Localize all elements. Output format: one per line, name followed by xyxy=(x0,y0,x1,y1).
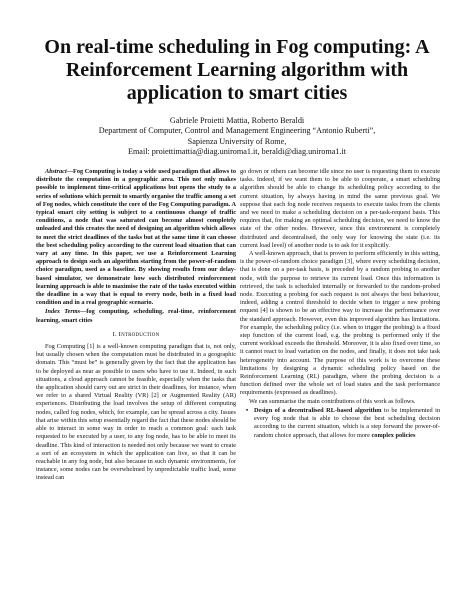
intro-paragraph-continued: go down or others can become idle since no user is requesting them to execute tasks. Indeed, if we want them to be able to cooperate, a smart scheduling algorithm should be able to change its scheduling policy according to the current situation, by always having in mind the same previous goal. We suppose that each fog node receives requests to execute tasks from the clients and we need to make a scheduling decision on a per-task-request basis. This requires that, for making an optimal scheduling decision, we need to know the state of the other nodes. However, since this environment is completely distributed and decentralised, the only way for knowing the state (i.e. its current load level) of another node is to ask for it explicitly. xyxy=(240,168,440,249)
paper-title: On real-time scheduling in Fog computing: A Reinforcement Learning algorithm with application to smart cities xyxy=(44,36,430,104)
affiliation-university: Sapienza University of Rome, xyxy=(187,136,287,146)
contribution-item xyxy=(254,407,440,440)
intro-paragraph-2: A well-known approach, that is proven to perform efficiently in this setting, is the power-of-random choice paradigm [3], where every scheduling decision, that is done on a per-task basis, is preceded by a random probing to another node, with the purpose to retrieve its current load. Once this information is retrieved, the task is scheduled internally or forwarded to the random-probed node. Executing a probing for each request is not always the best behaviour, indeed, adding a control threshold to decide when to trigger a new probing request [4] is shown to be an effective way to increase the performance over the standard approach. However, even this improved algorithm has limitations. For example, the scheduling policy (i.e. when to trigger the probing) is a fixed step function of the current load, e.g. the probing is performed only if the current workload exceeds the threshold. Moreover, it is also fixed over time, so it cannot react to load variation on the nodes, and finally, it does not take task heterogeneity into account. The purpose of this work is to overcome these limitations by designing a dynamic scheduling policy based on the Reinforcement Learning (RL) paradigm, where the probing decision is a function defined over the whole set of load states and the task performance requirements (expressed as deadlines). xyxy=(240,250,440,397)
section-heading-introduction: I. Introduction xyxy=(112,330,160,338)
abstract xyxy=(36,168,236,307)
left-column xyxy=(36,168,236,608)
author-emails: Email: proiettimattia@diag.uniroma1.it, beraldi@diag.uniroma1.it xyxy=(127,147,347,157)
index-terms xyxy=(36,308,236,324)
contributions-list xyxy=(240,407,440,440)
abstract-text: —Fog Computing is today a wide used paradigm that allows to distribute the computation in a geographic area. This not only makes possible to implement time-critical applications but opens the study to a series of solutions which permit to smartly organise the traffic among a set of Fog nodes, which constitute the core of the Fog Computing paradigm. A typical smart city setting is subject to a continuous change of traffic conditions, a node that was saturated can become almost completely unloaded and this creates the need of designing an algorithm which allows to meet the strict deadlines of the tasks but at the same time it can choose the best scheduling policy according to the current load situation that can vary at any time. In this paper, we use a Reinforcement Learning approach to design such an algorithm starting from the power-of-random choice paradigm, used as a baseline. By showing results from our delay-based simulator, we demonstrate how such distributed reinforcement learning approach is able to maximise the rate of the tasks executed within the deadline in a way that is equal to every node, both in a fixed load condition and in a real geographic scenario. xyxy=(36,168,236,307)
intro-paragraph-1: Fog Computing [1] is a well-known computing paradigm that is, not only, but usually chosen when the computation must be distributed in a geographic domain. This “must be” is generally given by the fact that the application has to be deployed as near as possible to users who have to use it. Indeed, in such situations, a cloud approach cannot be feasible, especially when the tasks that the application should carry out are strict in their deadlines, for instance, when we refer to a shared Virtual Reality (VR) [2] or Augmented Reality (AR) experiences. Distributing the load involves the setup of different computing nodes, called fog nodes, which, for example, can be spread across a city. Issues that arise within this setup essentially regard the fact that these nodes should be able to interact in some way in order to reach a common goal: each task requested to be executed by a user, to any fog node, has to be able to meet its deadline. This kind of interaction is needed not only because we want to create a sort of an ecosystem in which the application can live, so that it can be reachable in any fog node, but also because in such dynamic environments, for instance, some nodes can be overwhelmed by unpredictable traffic load, some instead can xyxy=(36,343,236,482)
affiliation-department: Department of Computer, Control and Management Engineering “Antonio Ruberti”, xyxy=(98,126,376,136)
contribution-bold-lead: Design of a decentralised RL-based algorithm xyxy=(254,406,382,414)
contribution-bold-end: complex policies xyxy=(371,431,416,439)
contribution-text: to be implemented in every fog node that is able to choose the best scheduling decision according to the current situation, which is a step forward the power-of-random choice approach, that allows for more xyxy=(254,406,440,439)
right-column xyxy=(240,168,440,608)
intro-paragraph-3: We can summarise the main contributions of this work as follows. xyxy=(249,397,416,405)
author-names: Gabriele Proietti Mattia, Roberto Beraldi xyxy=(169,116,305,125)
abstract-label: Abstract xyxy=(45,168,67,175)
index-terms-label: Index Terms xyxy=(45,308,81,316)
author-block xyxy=(20,116,454,158)
index-terms-text: —fog computing, scheduling, real-time, reinforcement learning, smart cities xyxy=(36,308,236,324)
